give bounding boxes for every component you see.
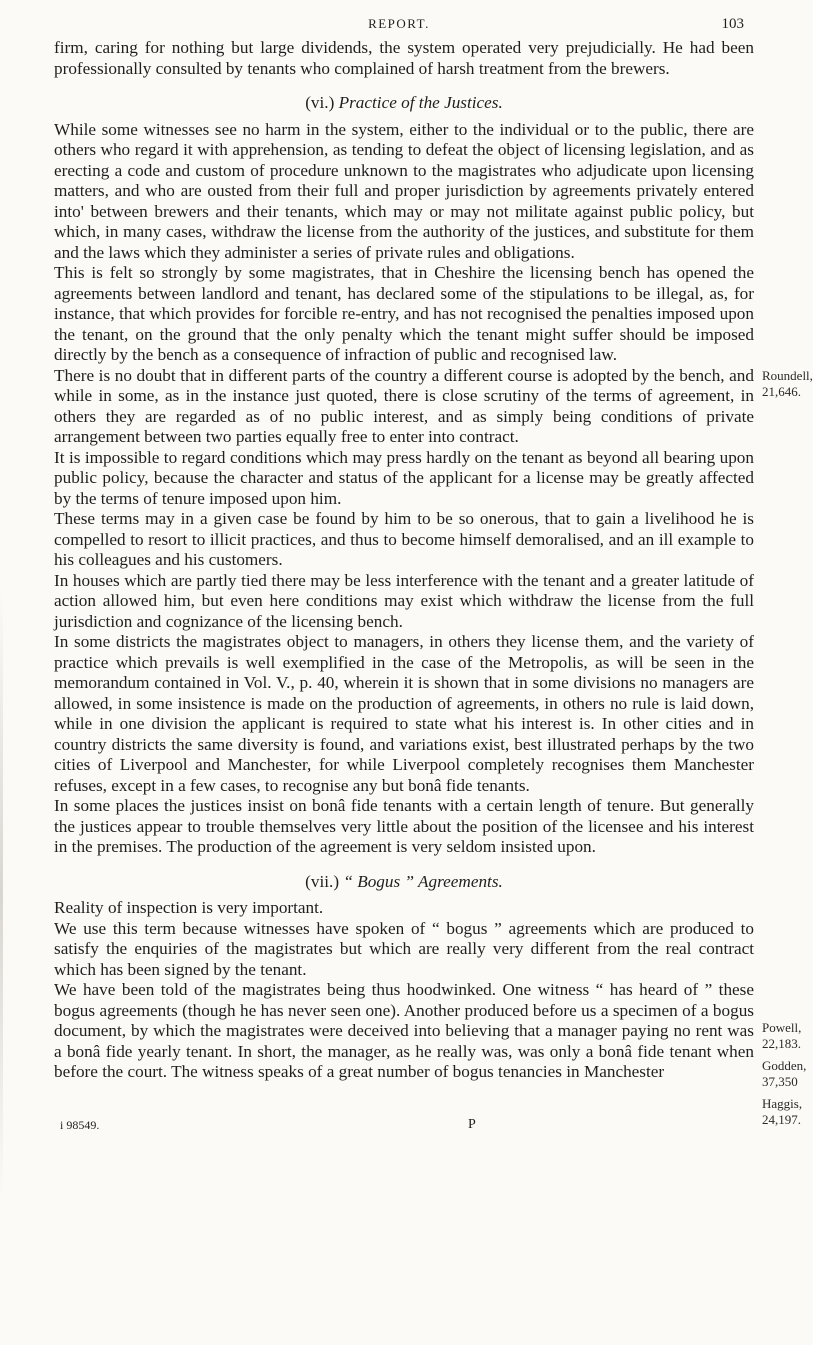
margin-note-powell xyxy=(762,1020,801,1052)
section-vi-number: (vi.) xyxy=(305,93,335,112)
binding-edge xyxy=(0,590,3,1200)
intro-paragraph: firm, caring for nothing but large dividends, the system operated very prejudicially. He had been professionally consulted by tenants who complained of harsh treatment from the brewers. xyxy=(54,38,754,78)
main-text-column xyxy=(54,38,754,1083)
printer-signature: i 98549. xyxy=(60,1118,100,1132)
margin-note-name: Powell, xyxy=(762,1020,802,1035)
margin-note-ref: 22,183. xyxy=(762,1036,801,1051)
section-vi-title: Practice of the Justices. xyxy=(338,93,503,112)
paragraph: We use this term because witnesses have spoken of “ bogus ” agreements which are produced to satisfy the enquiries of the magistrates but which are really very different from the real contract which has been signed by the tenant. xyxy=(54,918,754,979)
margin-note-ref: 21,646. xyxy=(762,384,801,399)
margin-note-haggis xyxy=(762,1096,802,1128)
margin-note-name: Roundell, xyxy=(762,368,813,383)
paragraph: These terms may in a given case be found by him to be so onerous, that to gain a livelihood he is compelled to resort to illicit practices, and thus to become himself demoralised, and an ill example to his colleagues and his customers. xyxy=(54,509,754,569)
margin-note-ref: 37,350 xyxy=(762,1074,798,1089)
page-header xyxy=(54,16,744,36)
section-vii-heading xyxy=(54,872,754,893)
margin-note-name: Haggis, xyxy=(762,1096,803,1111)
paragraph: While some witnesses see no harm in the system, either to the individual or to the public, there are others who regard it with apprehension, as tending to defeat the object of licensing legislation, and as erecting a code and custom of procedure unknown to the magistrates who adjudicate upon licensing matters, and who are ousted from their full and proper jurisdiction by agreements privately entered into' between brewers and their tenants, which may or may not militate against public policy, but which, in many cases, withdraw the license from the authority of the justices, and substitute for them and the laws which they administer a series of private rules and obligations. xyxy=(54,119,754,262)
paragraph: Reality of inspection is very important. xyxy=(54,898,324,917)
paragraph: In some districts the magistrates object to managers, in others they license them, and the variety of practice which prevails is well exemplified in the case of the Metropolis, as will be seen in the memorandum contained in Vol. V., p. 40, wherein it is shown that in some divisions no managers are allowed, in some insistence is made on the production of agreements, in others no rule is laid down, while in one division the applicant is required to state what his interest is. In other cities and in country districts the same diversity is found, and variations exist, best illustrated perhaps by the two cities of Liverpool and Manchester, for while Liverpool completely recognises them Manchester refuses, except in a few cases, to recognise any but bonâ fide tenants. xyxy=(54,632,754,795)
margin-note-roundell xyxy=(762,368,813,400)
section-vii-title: “ Bogus ” Agreements. xyxy=(343,871,503,891)
paragraph: It is impossible to regard conditions which may press hardly on the tenant as beyond all bearing upon public policy, because the character and status of the applicant for a license may be greatly affected by the terms of tenure imposed upon him. xyxy=(54,447,754,508)
page-number: 103 xyxy=(721,16,744,32)
paragraph: We have been told of the magistrates being thus hoodwinked. One witness “ has heard of ” these bogus agreements (though he has never seen one). Another produced before us a specimen of a bogus document, by which the magistrates were deceived into believing that a manager paying no rent was a bonâ fide yearly tenant. In short, the manager, as he really was, was only a bonâ fide tenant when before the court. The witness speaks of a great number of bogus tenancies in Manchester xyxy=(54,980,754,1081)
paragraph: In some places the justices insist on bonâ fide tenants with a certain length of tenure. But generally the justices appear to trouble themselves very little about the position of the licensee and his interest in the premises. The production of the agreement is very seldom insisted upon. xyxy=(54,796,754,856)
paragraph: In houses which are partly tied there may be less interference with the tenant and a greater latitude of action allowed him, but even here conditions may exist which withdraw the license from the full jurisdiction and cognizance of the licensing bench. xyxy=(54,570,754,631)
paragraph: This is felt so strongly by some magistrates, that in Cheshire the licensing bench has opened the agreements between landlord and tenant, has declared some of the stipulations to be illegal, as, for instance, that which provides for forcible re-entry, and has not recognised the penalties imposed upon the tenant, on the ground that the only penalty which the tenant might suffer should be imposed directly by the bench as a consequence of infraction of public and recognised law. xyxy=(54,263,754,364)
paragraph: There is no doubt that in different parts of the country a different course is adopted by the bench, and while in some, as in the instance just quoted, there is close scrutiny of the terms of agreement, in others they are regarded as of no public interest, and as simply being conditions of private arrangement between two parties equally free to enter into contract. xyxy=(54,365,754,446)
section-vii-number: (vii.) xyxy=(305,871,340,891)
margin-note-godden xyxy=(762,1058,806,1090)
section-vi-heading xyxy=(54,93,754,114)
sheet-mark: P xyxy=(468,1117,476,1132)
margin-note-ref: 24,197. xyxy=(762,1112,801,1127)
margin-note-name: Godden, xyxy=(762,1058,807,1073)
running-head: REPORT. xyxy=(368,16,430,31)
